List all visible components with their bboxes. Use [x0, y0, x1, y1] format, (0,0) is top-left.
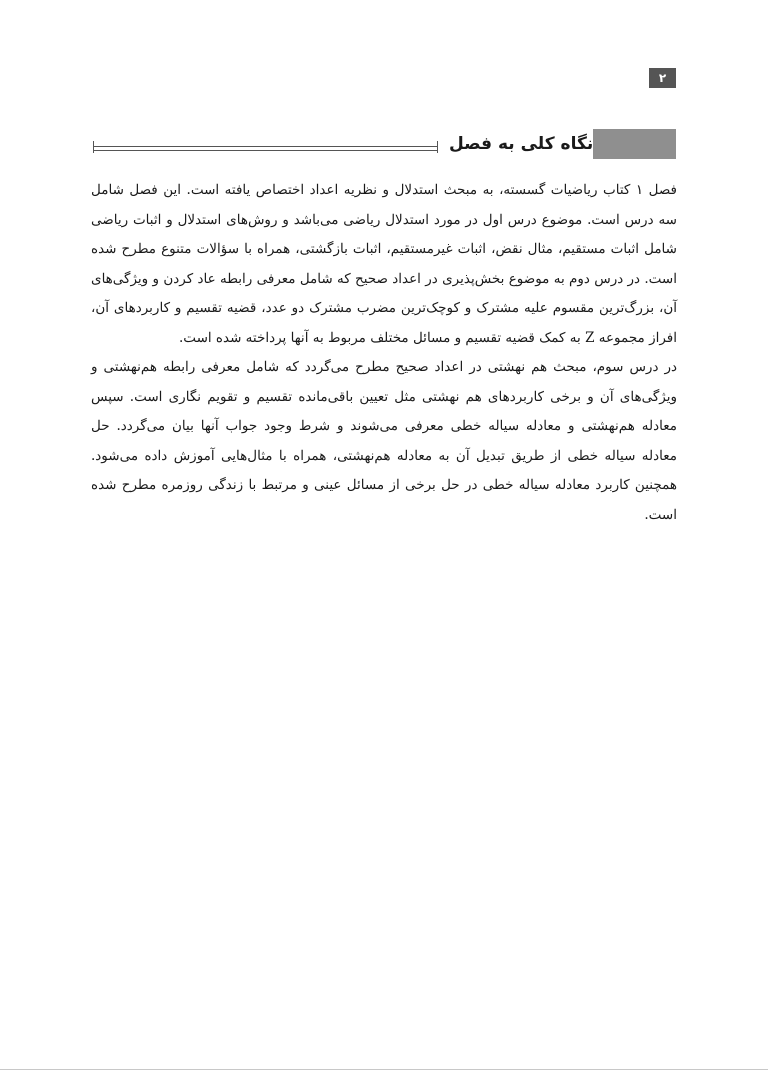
- header-rule-cap-right: [437, 141, 438, 153]
- header-rule: [93, 146, 438, 151]
- section-body: [91, 176, 677, 530]
- paragraph-1: فصل ۱ کتاب ریاضیات گسسته، به مبحث استدلال و نظریه اعداد اختصاص یافته است. این فصل شامل سه درس است. موضوع درس اول در مورد استدلال ریاضی می‌باشد و روش‌های استدلال و اثبات ریاضی شامل اثبات مستقیم، مثال نقض، اثبات غیرمستقیم، اثبات بازگشتی، همراه با سؤالات متنوع مطرح شده است. در درس دوم به موضوع بخش‌پذیری در اعداد صحیح که شامل معرفی رابطه عاد کردن و ویژگی‌های آن، بزرگ‌ترین مقسوم علیه مشترک و کوچک‌ترین مضرب مشترک دو عدد، قضیه تقسیم و کاربردهای آن، افراز مجموعه Z به کمک قضیه تقسیم و مسائل مختلف مربوط به آنها پرداخته شده است.: [91, 182, 677, 346]
- page-bottom-edge: [0, 1069, 768, 1070]
- paragraph-2: در درس سوم، مبحث هم نهشتی در اعداد صحیح مطرح می‌گردد که شامل معرفی رابطه هم‌نهشتی و ویژگی‌های آن و برخی کاربردهای هم نهشتی مثل تعیین باقی‌مانده تقسیم و تقویم نگاری است. سپس معادله هم‌نهشتی و معادله سیاله خطی معرفی می‌شوند و شرط وجود جواب آنها بیان می‌گردد. حل معادله سیاله خطی از طریق تبدیل آن به معادله هم‌نهشتی، همراه با مثال‌هایی آموزش داده می‌شود. همچنین کاربرد معادله سیاله خطی در حل برخی از مسائل عینی و مرتبط با زندگی روزمره مطرح شده است.: [91, 359, 677, 523]
- section-title: نگاه کلی به فصل: [449, 134, 594, 154]
- page-number: ۲: [649, 68, 676, 88]
- header-rule-cap-left: [93, 141, 94, 153]
- header-accent-block: [593, 129, 676, 159]
- section-header: [93, 129, 676, 159]
